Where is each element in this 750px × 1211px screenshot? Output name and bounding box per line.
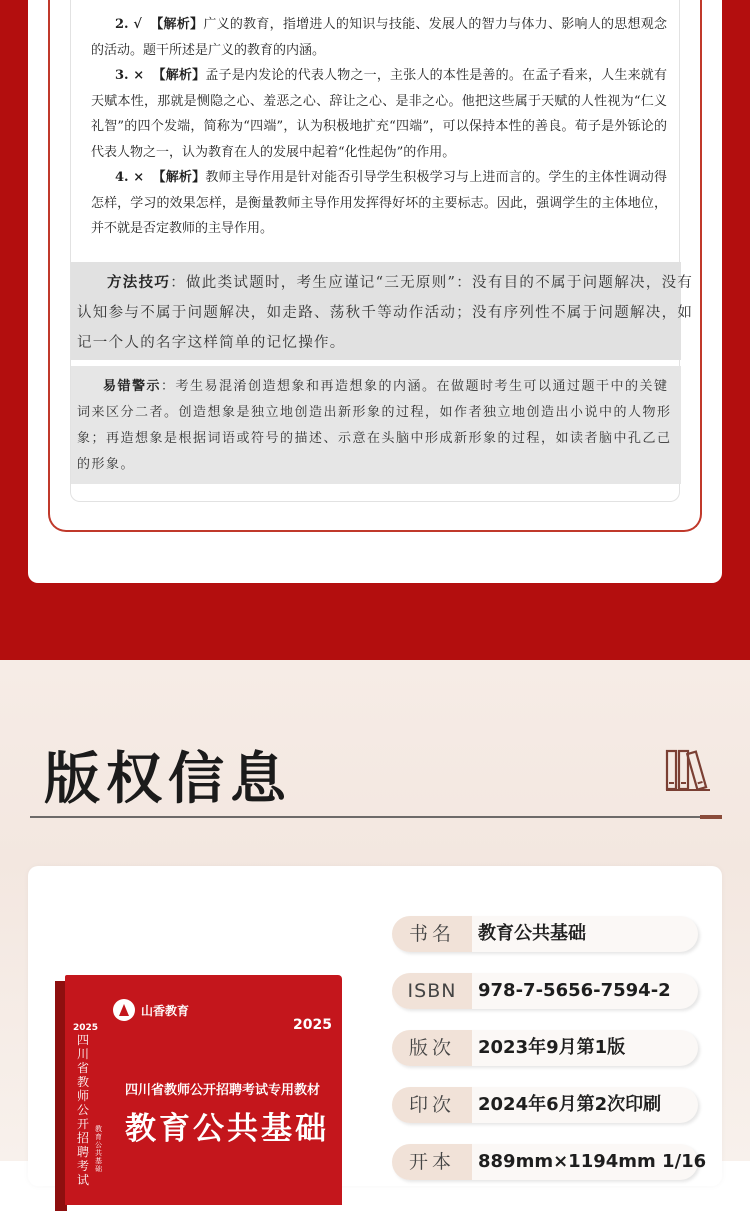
answer-item	[91, 165, 667, 242]
book-year: 2025	[293, 1017, 332, 1033]
info-label: 书名	[392, 916, 472, 952]
info-row-isbn	[392, 973, 698, 1009]
method-tips-title: 方法技巧	[107, 274, 171, 291]
method-tips-box	[71, 262, 694, 360]
answer-card	[28, 0, 722, 583]
book-cover	[65, 975, 342, 1205]
analysis-tag: 【解析】	[152, 170, 206, 185]
info-value: 978-7-5656-7594-2	[478, 980, 671, 1001]
title-divider-accent	[700, 815, 722, 819]
info-row-format	[392, 1144, 707, 1180]
info-value: 教育公共基础	[478, 923, 586, 944]
book-brand: 山香教育	[141, 1004, 190, 1018]
error-warning-text	[77, 374, 677, 478]
brand-logo-icon	[113, 999, 135, 1021]
answer-mark: 2. √	[115, 17, 142, 32]
info-value: 889mm×1194mm 1/16	[478, 1151, 707, 1172]
analysis-tag: 【解析】	[150, 17, 204, 32]
error-warning-body: ：考生易混淆创造想象和再造想象的内涵。在做题时考生可以通过题干中的关键词来区分二者。创造想象是独立地创造出新形象的过程，如作者独立地创造出小说中的人物形象；再造想象是根据词语或符号的描述、示意在头脑中形成新形象的过程，如读者脑中孔乙己的形象。	[77, 379, 672, 472]
info-row-edition	[392, 1030, 698, 1066]
answer-mark: 4. ×	[115, 170, 145, 185]
answer-text: 教师主导作用是针对能否引导学生积极学习与上进而言的。学生的主体性调动得怎样，学习的效果怎样，是衡量教师主导作用发挥得好坏的主要标志。因此，强调学生的主体地位，并不就是否定教师的主导作用。	[91, 170, 667, 236]
answer-text: 广义的教育，指增进人的知识与技能、发展人的智力与体力、影响人的思想观念的活动。题干所述是广义的教育的内涵。	[91, 17, 667, 58]
answer-list	[91, 12, 667, 242]
document-frame	[48, 0, 702, 532]
title-divider	[30, 816, 722, 818]
info-label: ISBN	[392, 973, 472, 1009]
info-row-title	[392, 916, 698, 952]
method-tips-body: ：做此类试题时，考生应谨记“三无原则”：没有目的不属于问题解决，没有认知参与不属于问题解决，如走路、荡秋千等动作活动；没有序列性不属于问题解决，如记一个人的名字这样简单的记忆操作。	[77, 275, 694, 351]
answer-item	[91, 12, 667, 63]
error-warning-title: 易错警示	[103, 379, 162, 394]
answer-mark: 3. ×	[115, 68, 145, 83]
book-cover-image	[55, 975, 342, 1205]
info-value: 2023年9月第1版	[478, 1037, 626, 1058]
info-value: 2024年6月第2次印刷	[478, 1094, 662, 1115]
book-subtitle: 四川省教师公开招聘考试专用教材	[125, 1083, 321, 1098]
error-warning-box	[71, 366, 681, 484]
info-label: 开本	[392, 1144, 472, 1180]
analysis-tag: 【解析】	[152, 68, 206, 83]
section-title: 版权信息	[44, 747, 292, 812]
book-year-small: 2025	[73, 1023, 99, 1033]
book-vertical-subtitle: 教育公共基础	[95, 1125, 102, 1173]
book-title: 教育公共基础	[125, 1111, 329, 1147]
info-label: 版次	[392, 1030, 472, 1066]
method-tips-text	[77, 268, 697, 358]
copyright-card	[28, 866, 722, 1186]
info-label: 印次	[392, 1087, 472, 1123]
info-row-printing	[392, 1087, 698, 1123]
answer-text: 孟子是内发论的代表人物之一，主张人的本性是善的。在孟子看来，人生来就有天赋本性，那就是恻隐之心、羞恶之心、辞让之心、是非之心。他把这些属于天赋的人性视为“仁义礼智”的四个发端，简称为“四端”，认为积极地扩充“四端”，可以保持本性的善良。荀子是外铄论的代表人物之一，认为教育在人的发展中起着“化性起伪”的作用。	[91, 68, 667, 160]
copyright-section	[0, 660, 750, 1187]
answer-item	[91, 63, 667, 165]
books-icon	[664, 745, 712, 793]
document-page	[70, 0, 694, 502]
book-vertical-title: 四川省教师公开招聘考试	[77, 1033, 90, 1187]
